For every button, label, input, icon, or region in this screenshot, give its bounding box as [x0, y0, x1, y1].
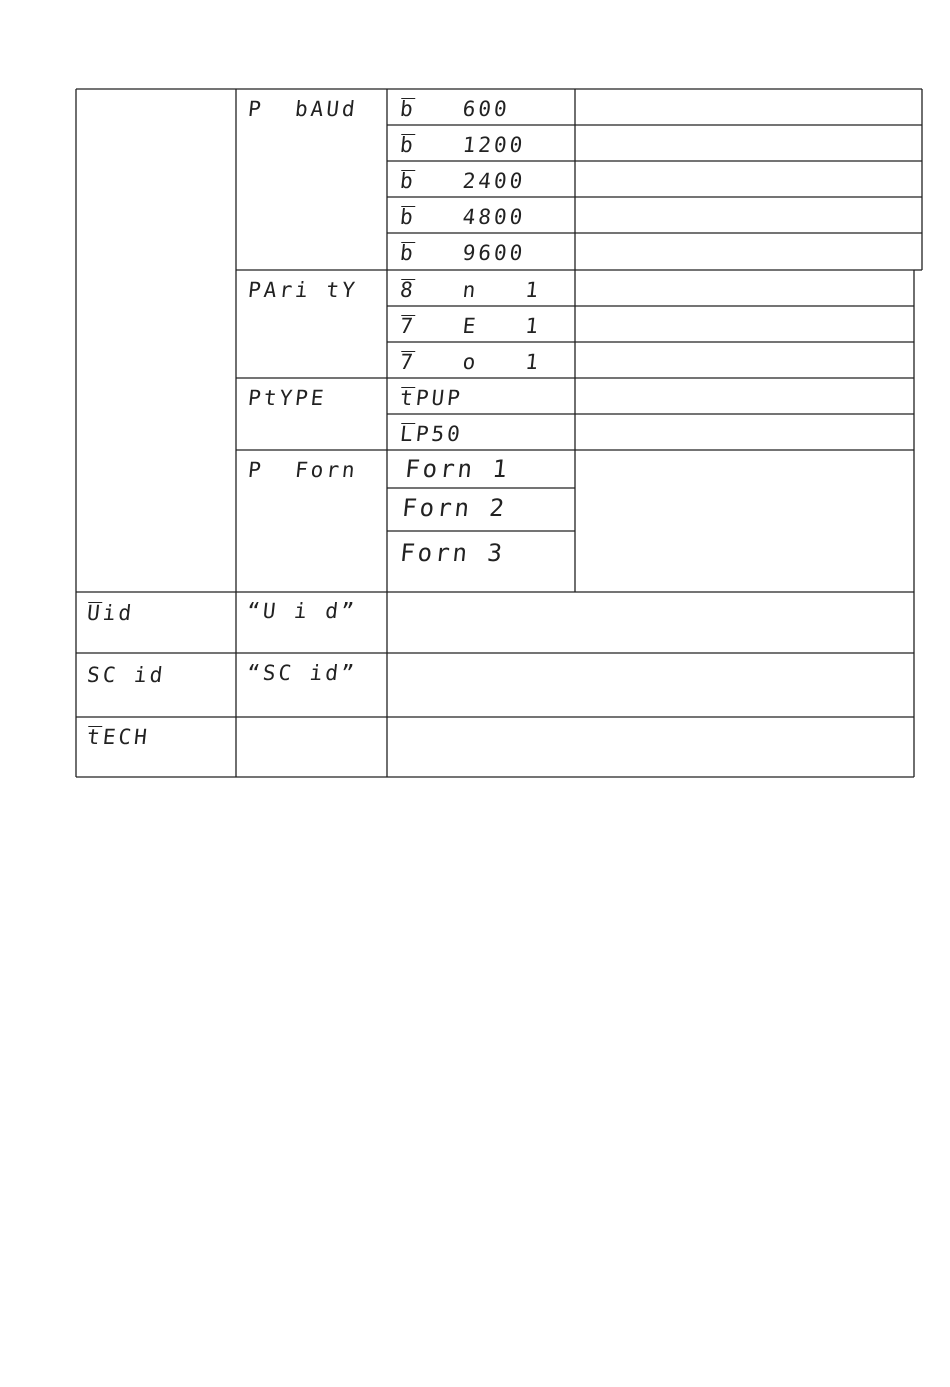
parity-label: PAri tY — [246, 278, 359, 302]
form-option-2: Forn 2 — [400, 494, 509, 522]
baud-option-4800: b 4800 — [398, 205, 527, 229]
tech-label: tECH — [85, 725, 151, 749]
ptype-option-lp50: LP50 — [398, 422, 464, 446]
uid-label: Uid — [85, 601, 136, 625]
baud-option-2400: b 2400 — [398, 169, 527, 193]
baud-option-1200: b 1200 — [398, 133, 527, 157]
baud-option-600: b 600 — [398, 97, 511, 121]
parity-option-7e1: 7 E 1 — [398, 314, 543, 338]
scid-label: SC id — [85, 663, 167, 687]
ptype-label: PtYPE — [246, 386, 328, 410]
scid-value: “SC id” — [245, 661, 358, 685]
parity-option-7o1: 7 o 1 — [398, 350, 543, 374]
p-form-label: P Forn — [246, 458, 359, 482]
p-baud-label: P bAUd — [246, 97, 359, 121]
baud-option-9600: b 9600 — [398, 241, 527, 265]
form-option-3: Forn 3 — [398, 539, 507, 567]
form-option-1: Forn 1 — [403, 455, 512, 483]
uid-value: “U i d” — [245, 599, 358, 623]
ptype-option-tpup: tPUP — [398, 386, 464, 410]
parity-option-8n1: 8 n 1 — [398, 278, 543, 302]
